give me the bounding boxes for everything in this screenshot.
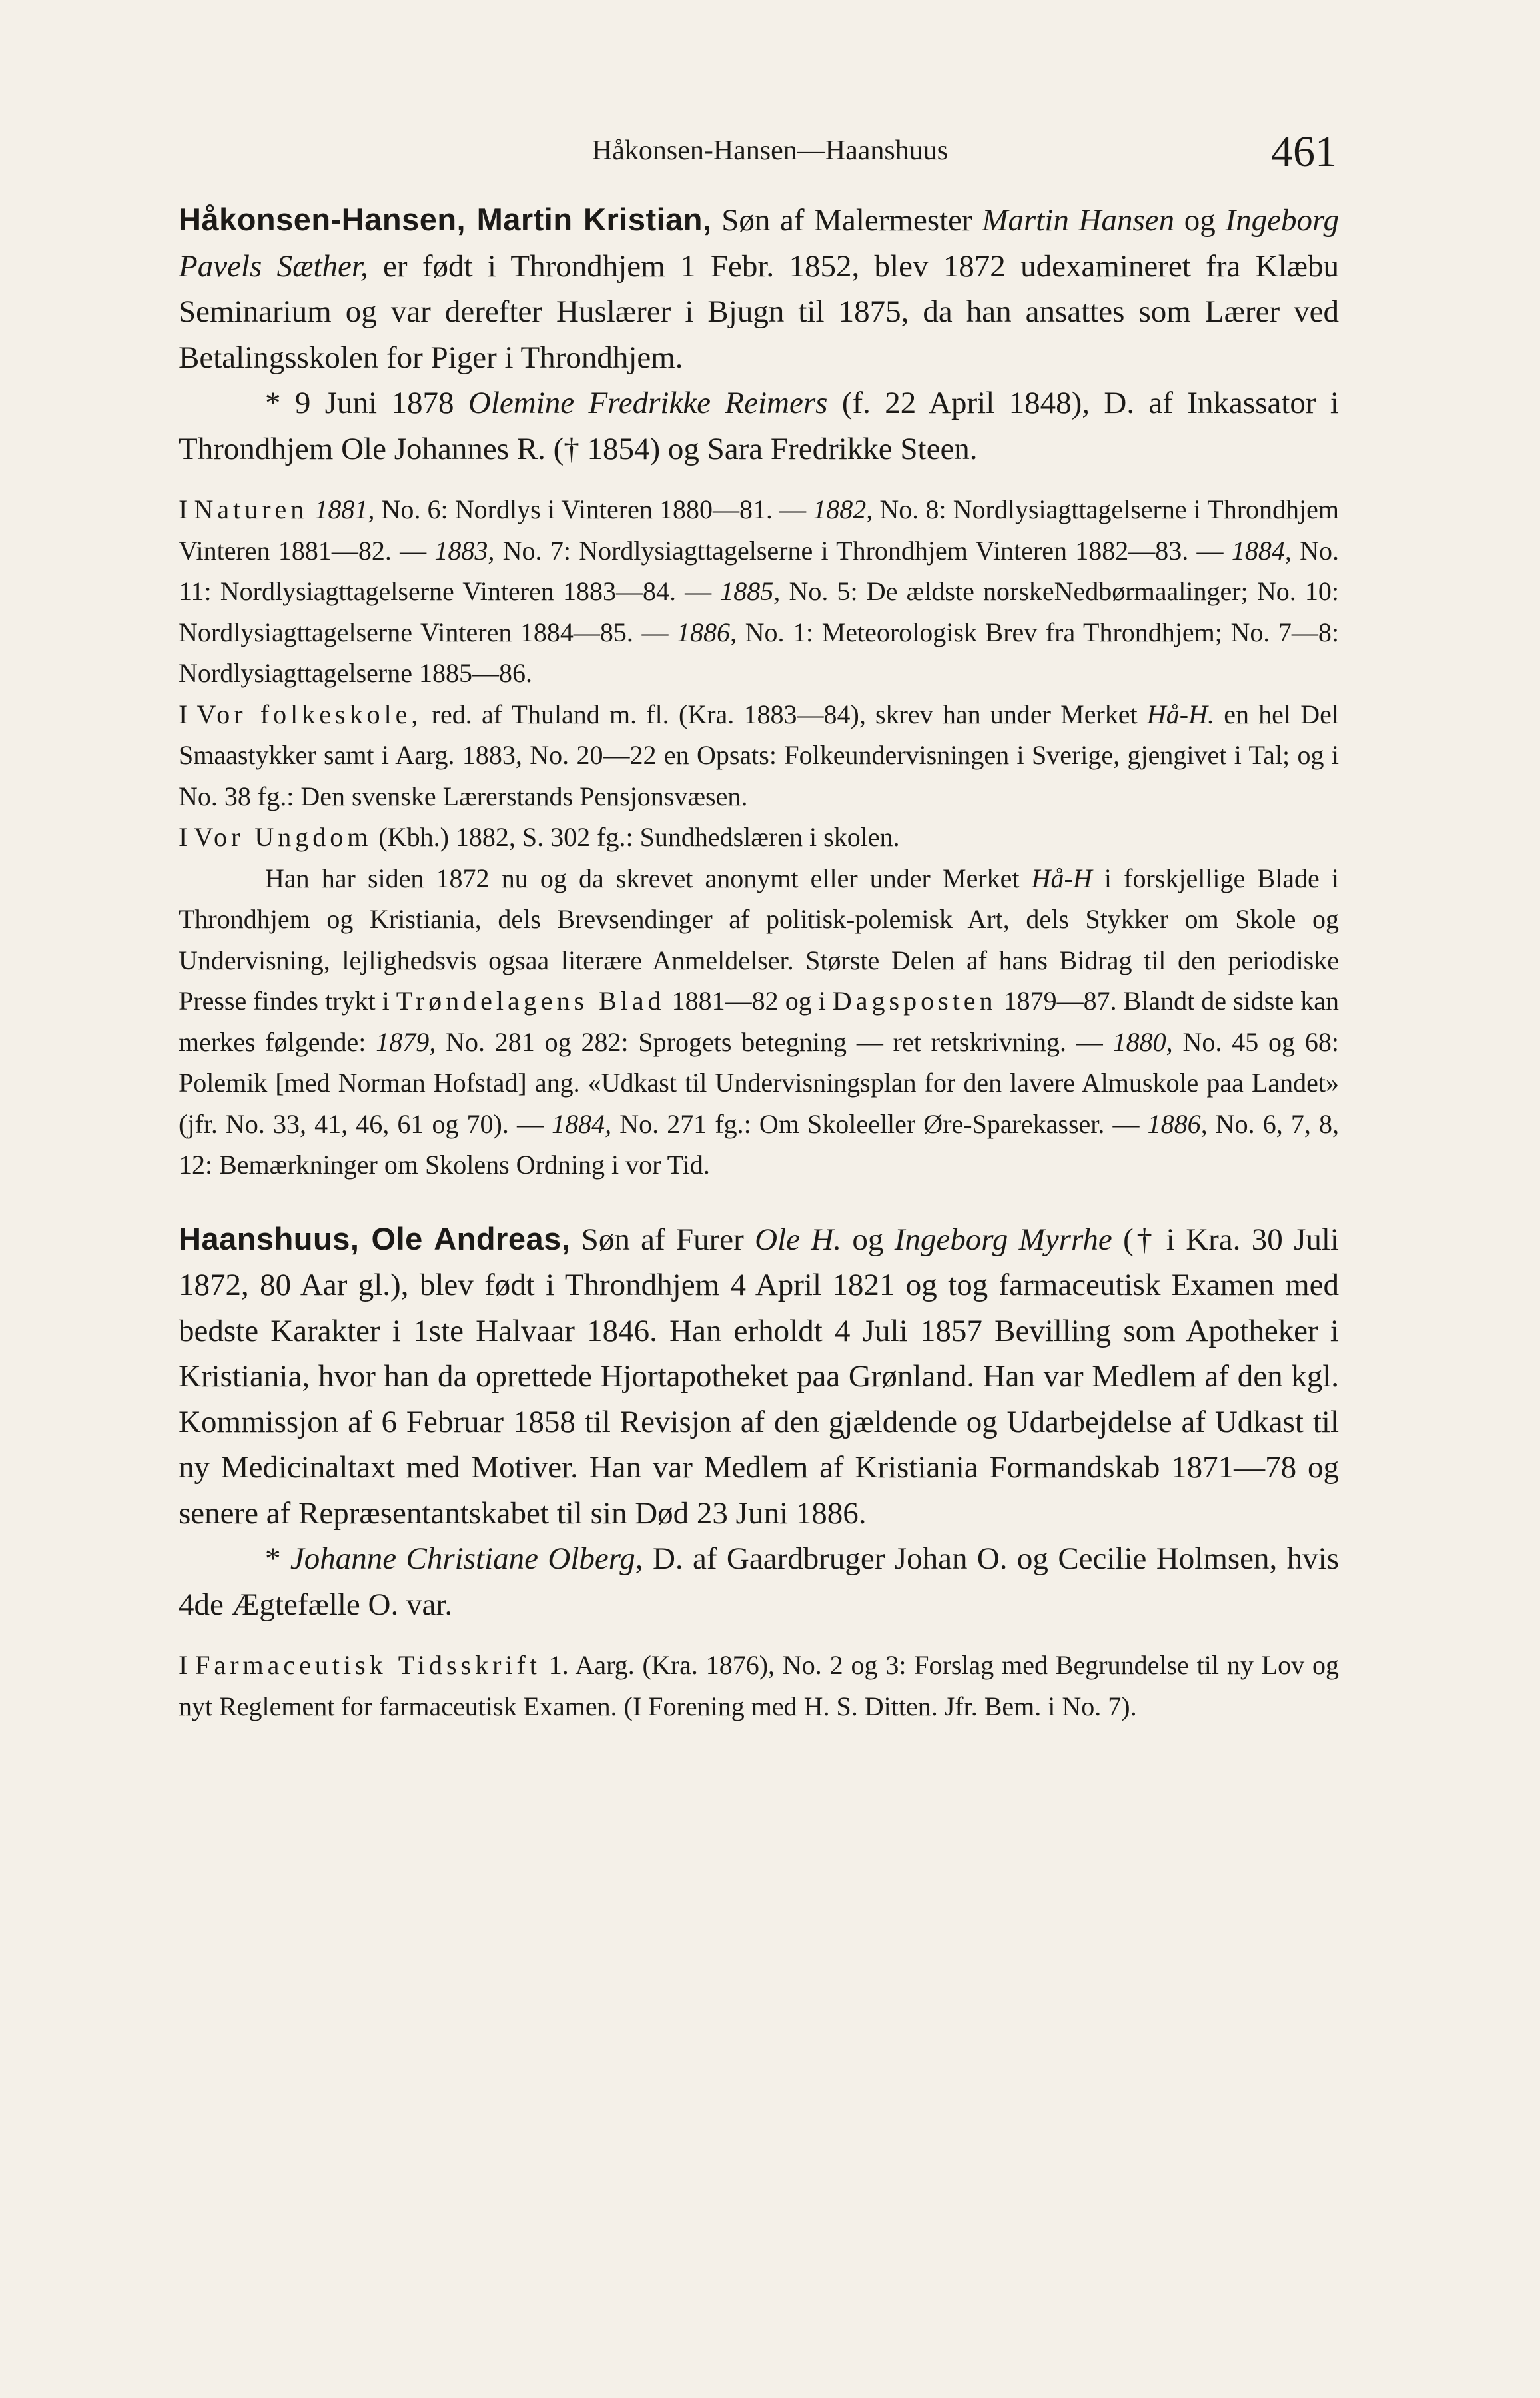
spouse-name: Olemine Fredrikke Reimers (468, 386, 828, 420)
entry-marriage: * 9 Juni 1878 Olemine Fredrikke Reimers (f. 22 April 1848), D. af Inkassator i Throndhjem Ole Johannes R. († 1854) og Sara Fredrikke Steen. (179, 386, 1339, 466)
mother-name: Ingeborg Pavels Sæther, (179, 203, 1340, 284)
bibliography-naturen: I Naturen 1881, No. 6: Nordlys i Vinteren 1880—81. — 1882, No. 8: Nordlysiagttagelserne i Throndhjem Vinteren 1881—82. — 1883, No. 7: Nordlysiagttagelserne i Throndhjem Vinteren 1882—83. — 1884, No. 11: Nordlysiagttagelserne Vinteren 1883—84. — 1885, No. 5: De ældste norskeNedbørmaalinger; No. 10: Nordlysiagttagelserne Vinteren 1884—85. — 1886, No. 1: Meteorologisk Brev fra Throndhjem; No. 7—8: Nordlysiagttagelserne 1885—86. (179, 494, 1340, 688)
entry-bio: Haanshuus, Ole Andreas, Søn af Furer Ole H. og Ingeborg Myrrhe († i Kra. 30 Juli 1872, 80 Aar gl.), blev født i Throndhjem 4 April 1821 og tog farmaceutisk Examen med bedste Karakter i 1ste Halvaar 1846. Han erholdt 4 Juli 1857 Bevilling som Apotheker i Kristiania, hvor han da oprettede Hjortapotheket paa Grønland. Han var Medlem af den kgl. Kommissjon af 6 Februar 1858 til Revisjon af den gjældende og Udarbejdelse af Udkast til ny Medicinaltaxt med Motiver. Han var Medlem af Kristiania Formandskab 1871—78 og senere af Repræsentantskabet til sin Død 23 Juni 1886. (179, 1220, 1339, 1531)
mother-name: Ingeborg Myrrhe (894, 1222, 1112, 1257)
bibliography-vor-folkeskole: I Vor folkeskole, red. af Thuland m. fl. (Kra. 1883—84), skrev han under Merket Hå-H. en hel Del Smaastykker samt i Aarg. 1883, No. 20—22 en Opsats: Folkeundervisningen i Sverige, gjengivet i Tal; og i No. 38 fg.: Den svenske Lærerstands Pensjonsvæsen. (179, 699, 1340, 811)
entry-haanshuus (179, 1216, 1339, 1727)
bibliography-farmaceutisk-tidsskrift: I Farmaceutisk Tidsskrift 1. Aarg. (Kra. 1876), No. 2 og 3: Forslag med Begrundelse til ny Lov og nyt Reglement for farmaceutisk Examen. (I Forening med H. S. Ditten. Jfr. Bem. i No. 7). (179, 1650, 1340, 1721)
publication-title: Farmaceutisk Tidsskrift (195, 1650, 541, 1680)
publication-title: Naturen (194, 494, 308, 524)
entry-headword: Håkonsen-Hansen, Martin Kristian, (179, 202, 712, 237)
father-name: Martin Hansen (982, 203, 1175, 238)
entry-hakonsen-hansen (179, 197, 1339, 1186)
page-header (0, 127, 1540, 176)
publication-title: Vor folkeskole, (196, 699, 422, 729)
bibliography-newspapers: Han har siden 1872 nu og da skrevet anonymt eller under Merket Hå-H i forskjellige Blade i Throndhjem og Kristiania, dels Brevsendinger af politisk-polemisk Art, dels Stykker om Skole og Undervisning, lejlighedsvis ogsaa literære Anmeldelser. Største Delen af hans Bidrag til den periodiske Presse findes trykt i Trøndelagens Blad 1881—82 og i Dagsposten 1879—87. Blandt de sidste kan merkes følgende: 1879, No. 281 og 282: Sprogets betegning — ret retskrivning. — 1880, No. 45 og 68: Polemik [med Norman Hofstad] ang. «Udkast til Undervisningsplan for den lavere Almuskole paa Landet» (jfr. No. 33, 41, 46, 61 og 70). — 1884, No. 271 fg.: Om Skoleeller Øre-Sparekasser. — 1886, No. 6, 7, 8, 12: Bemærkninger om Skolens Ordning i vor Tid. (179, 863, 1340, 1180)
signature-mark: Hå-H (1031, 863, 1092, 893)
page-number: 461 (1271, 127, 1337, 176)
publication-title: Vor Ungdom (194, 822, 372, 852)
entry-marriage: * Johanne Christiane Olberg, D. af Gaardbruger Johan O. og Cecilie Holmsen, hvis 4de Ægtefælle O. var. (179, 1541, 1340, 1622)
publication-title: Dagsposten (832, 986, 997, 1016)
entry-bio: Håkonsen-Hansen, Martin Kristian, Søn af Malermester Martin Hansen og Ingeborg Pavels Sæther, er født i Throndhjem 1 Febr. 1852, blev 1872 udexamineret fra Klæbu Seminarium og var derefter Huslærer i Bjugn til 1875, da han ansattes som Lærer ved Betalingsskolen for Piger i Throndhjem. (179, 202, 1340, 375)
signature-mark: Hå-H. (1146, 699, 1214, 729)
running-title: Håkonsen-Hansen—Haanshuus (591, 135, 949, 166)
bibliography-vor-ungdom: I Vor Ungdom (Kbh.) 1882, S. 302 fg.: Sundhedslæren i skolen. (179, 822, 900, 852)
page-body (179, 197, 1339, 1727)
entry-headword: Haanshuus, Ole Andreas, (179, 1220, 571, 1256)
publication-title: Trøndelagens Blad (396, 986, 665, 1016)
spouse-name: Johanne Christiane Olberg, (290, 1541, 643, 1576)
father-name: Ole H. (755, 1222, 842, 1257)
